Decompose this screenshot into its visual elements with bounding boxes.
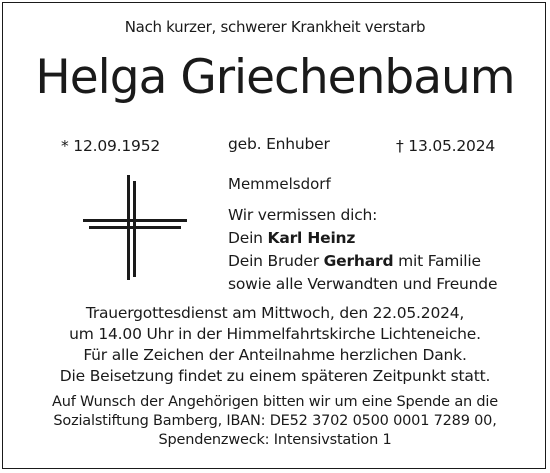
- brother-name: Gerhard: [323, 252, 394, 270]
- obituary-card: [2, 2, 546, 469]
- service-info: [3, 303, 547, 387]
- message-line-4: sowie alle Verwandten und Freunde: [228, 275, 498, 293]
- message-line-2: Dein Karl Heinz: [228, 229, 356, 247]
- deceased-name: Helga Griechenbaum: [35, 50, 515, 105]
- donation-line: Spendenzweck: Intensivstation 1: [158, 432, 392, 448]
- donation-line: Sozialstiftung Bamberg, IBAN: DE52 3702 0500 0001 7289 00,: [53, 413, 497, 429]
- message-line-3: Dein Bruder Gerhard mit Familie: [228, 252, 481, 270]
- service-line: Für alle Zeichen der Anteilnahme herzlichen Dank.: [83, 346, 467, 364]
- service-line: um 14.00 Uhr in der Himmelfahrtskirche Lichteneiche.: [69, 325, 481, 343]
- service-line: Die Beisetzung findet zu einem späteren Zeitpunkt statt.: [59, 367, 491, 385]
- death-date: † 13.05.2024: [396, 137, 496, 155]
- intro-line: Nach kurzer, schwerer Krankheit verstarb: [124, 18, 426, 36]
- mourners-message: [228, 204, 497, 296]
- place-of-residence: Memmelsdorf: [228, 175, 331, 193]
- husband-name: Karl Heinz: [267, 229, 356, 247]
- donation-info: [3, 393, 547, 450]
- donation-line: Auf Wunsch der Angehörigen bitten wir um eine Spende an die: [52, 394, 498, 410]
- birth-date: * 12.09.1952: [61, 137, 161, 155]
- double-cross-icon: [83, 175, 187, 280]
- service-line: Trauergottesdienst am Mittwoch, den 22.05.2024,: [85, 304, 465, 322]
- maiden-name: geb. Enhuber: [228, 135, 330, 153]
- message-line-1: Wir vermissen dich:: [228, 206, 378, 224]
